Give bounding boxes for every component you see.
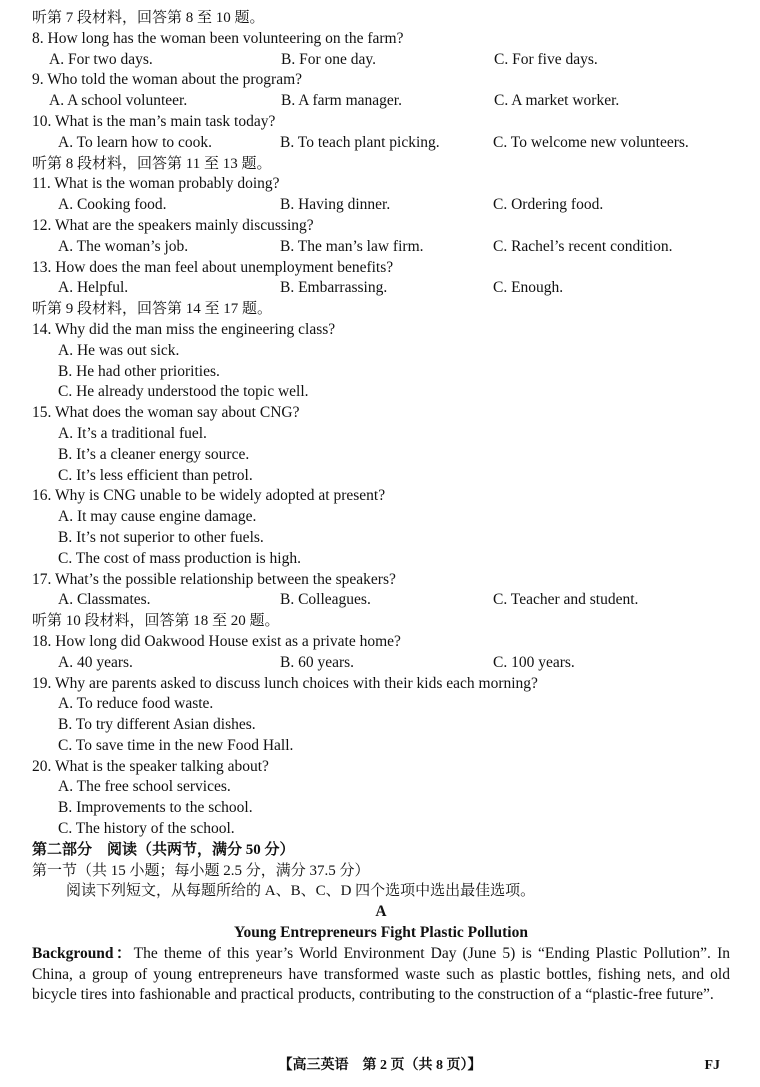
question-16-option-a: A. It may cause engine damage.	[58, 508, 257, 526]
option-b: B. Embarrassing.	[280, 279, 388, 297]
question-14-stem: 14. Why did the man miss the engineering class?	[32, 320, 336, 338]
part-two-title: 第二部分 阅读（共两节，满分 50 分）	[32, 841, 295, 858]
option-a: A. A school volunteer.	[49, 92, 188, 110]
background-text: The theme of this year’s World Environment Day (June 5) is “Ending Plastic Pollution”. In China, a group of young entrepreneurs have transformed waste such as plastic bottles, fishing nets, and old bicycle tires into fashionable and practical products, contributing to the construction of a “plastic-free future”.	[32, 944, 730, 1004]
option-b: B. 60 years.	[280, 653, 355, 671]
question-11-stem: 11. What is the woman probably doing?	[32, 175, 280, 193]
option-a: A. Helpful.	[58, 279, 129, 297]
question-13-options	[32, 278, 730, 299]
question-19-option-c: C. To save time in the new Food Hall.	[58, 736, 294, 754]
question-18-options	[32, 653, 730, 674]
background-label: Background：	[32, 944, 134, 962]
question-12-stem: 12. What are the speakers mainly discussing?	[32, 216, 314, 234]
option-c: C. To welcome new volunteers.	[493, 133, 689, 151]
question-8-options	[32, 50, 730, 71]
reading-instruction: 阅读下列短文，从每题所给的 A、B、C、D 四个选项中选出最佳选项。	[66, 883, 536, 900]
question-19-option-a: A. To reduce food waste.	[58, 695, 214, 713]
question-19-stem: 19. Why are parents asked to discuss lunch choices with their kids each morning?	[32, 674, 538, 692]
question-16-stem: 16. Why is CNG unable to be widely adopted at present?	[32, 487, 386, 505]
question-16-option-c: C. The cost of mass production is high.	[58, 549, 301, 567]
option-a: A. The woman’s job.	[58, 237, 189, 255]
option-c: C. Ordering food.	[493, 196, 604, 214]
section-heading-8: 听第 8 段材料，回答第 11 至 13 题。	[32, 155, 272, 172]
question-20-option-b: B. Improvements to the school.	[58, 799, 253, 817]
option-c: C. Rachel’s recent condition.	[493, 237, 673, 255]
background-paragraph	[32, 944, 730, 1006]
passage-letter: A	[375, 903, 387, 921]
passage-title: Young Entrepreneurs Fight Plastic Pollution	[234, 924, 528, 942]
section-one-heading: 第一节（共 15 小题；每小题 2.5 分，满分 37.5 分）	[32, 862, 370, 879]
question-18-stem: 18. How long did Oakwood House exist as a private home?	[32, 632, 401, 650]
question-14-option-c: C. He already understood the topic well.	[58, 383, 309, 401]
question-14-option-b: B. He had other priorities.	[58, 362, 220, 380]
question-12-options	[32, 237, 730, 258]
question-16-option-b: B. It’s not superior to other fuels.	[58, 528, 264, 546]
option-c: C. For five days.	[494, 50, 598, 68]
option-a: A. Cooking food.	[58, 196, 167, 214]
question-9-options	[32, 91, 730, 112]
question-10-options	[32, 133, 730, 154]
option-b: B. To teach plant picking.	[280, 133, 440, 151]
option-b: B. For one day.	[281, 50, 376, 68]
question-17-stem: 17. What’s the possible relationship between the speakers?	[32, 570, 396, 588]
option-a: A. To learn how to cook.	[58, 133, 213, 151]
question-19-option-b: B. To try different Asian dishes.	[58, 716, 256, 734]
option-c: C. Teacher and student.	[493, 591, 639, 609]
option-b: B. Colleagues.	[280, 591, 371, 609]
question-17-options	[32, 590, 730, 611]
page-footer	[0, 1054, 760, 1078]
question-15-stem: 15. What does the woman say about CNG?	[32, 404, 300, 422]
question-20-stem: 20. What is the speaker talking about?	[32, 757, 269, 775]
option-c: C. A market worker.	[494, 92, 620, 110]
option-a: A. 40 years.	[58, 653, 133, 671]
question-15-option-c: C. It’s less efficient than petrol.	[58, 466, 253, 484]
question-10-stem: 10. What is the man’s main task today?	[32, 112, 276, 130]
region-code: FJ	[704, 1058, 720, 1073]
question-9-stem: 9. Who told the woman about the program?	[32, 71, 303, 89]
option-c: C. Enough.	[493, 279, 564, 297]
question-13-stem: 13. How does the man feel about unemployment benefits?	[32, 258, 394, 276]
question-14-option-a: A. He was out sick.	[58, 341, 180, 359]
question-15-option-a: A. It’s a traditional fuel.	[58, 424, 207, 442]
option-b: B. The man’s law firm.	[280, 237, 424, 255]
option-b: B. A farm manager.	[281, 92, 402, 110]
option-a: A. Classmates.	[58, 591, 151, 609]
section-heading-10: 听第 10 段材料，回答第 18 至 20 题。	[32, 613, 280, 630]
section-heading-7: 听第 7 段材料，回答第 8 至 10 题。	[32, 10, 265, 26]
question-11-options	[32, 195, 730, 216]
page-info: 【高三英语 第 2 页（共 8 页）】	[278, 1058, 482, 1073]
option-a: A. For two days.	[49, 50, 153, 68]
question-15-option-b: B. It’s a cleaner energy source.	[58, 445, 250, 463]
question-8-stem: 8. How long has the woman been volunteering on the farm?	[32, 29, 404, 47]
option-c: C. 100 years.	[493, 653, 575, 671]
question-20-option-a: A. The free school services.	[58, 778, 231, 796]
section-heading-9: 听第 9 段材料，回答第 14 至 17 题。	[32, 301, 273, 318]
option-b: B. Having dinner.	[280, 196, 391, 214]
question-20-option-c: C. The history of the school.	[58, 820, 235, 838]
